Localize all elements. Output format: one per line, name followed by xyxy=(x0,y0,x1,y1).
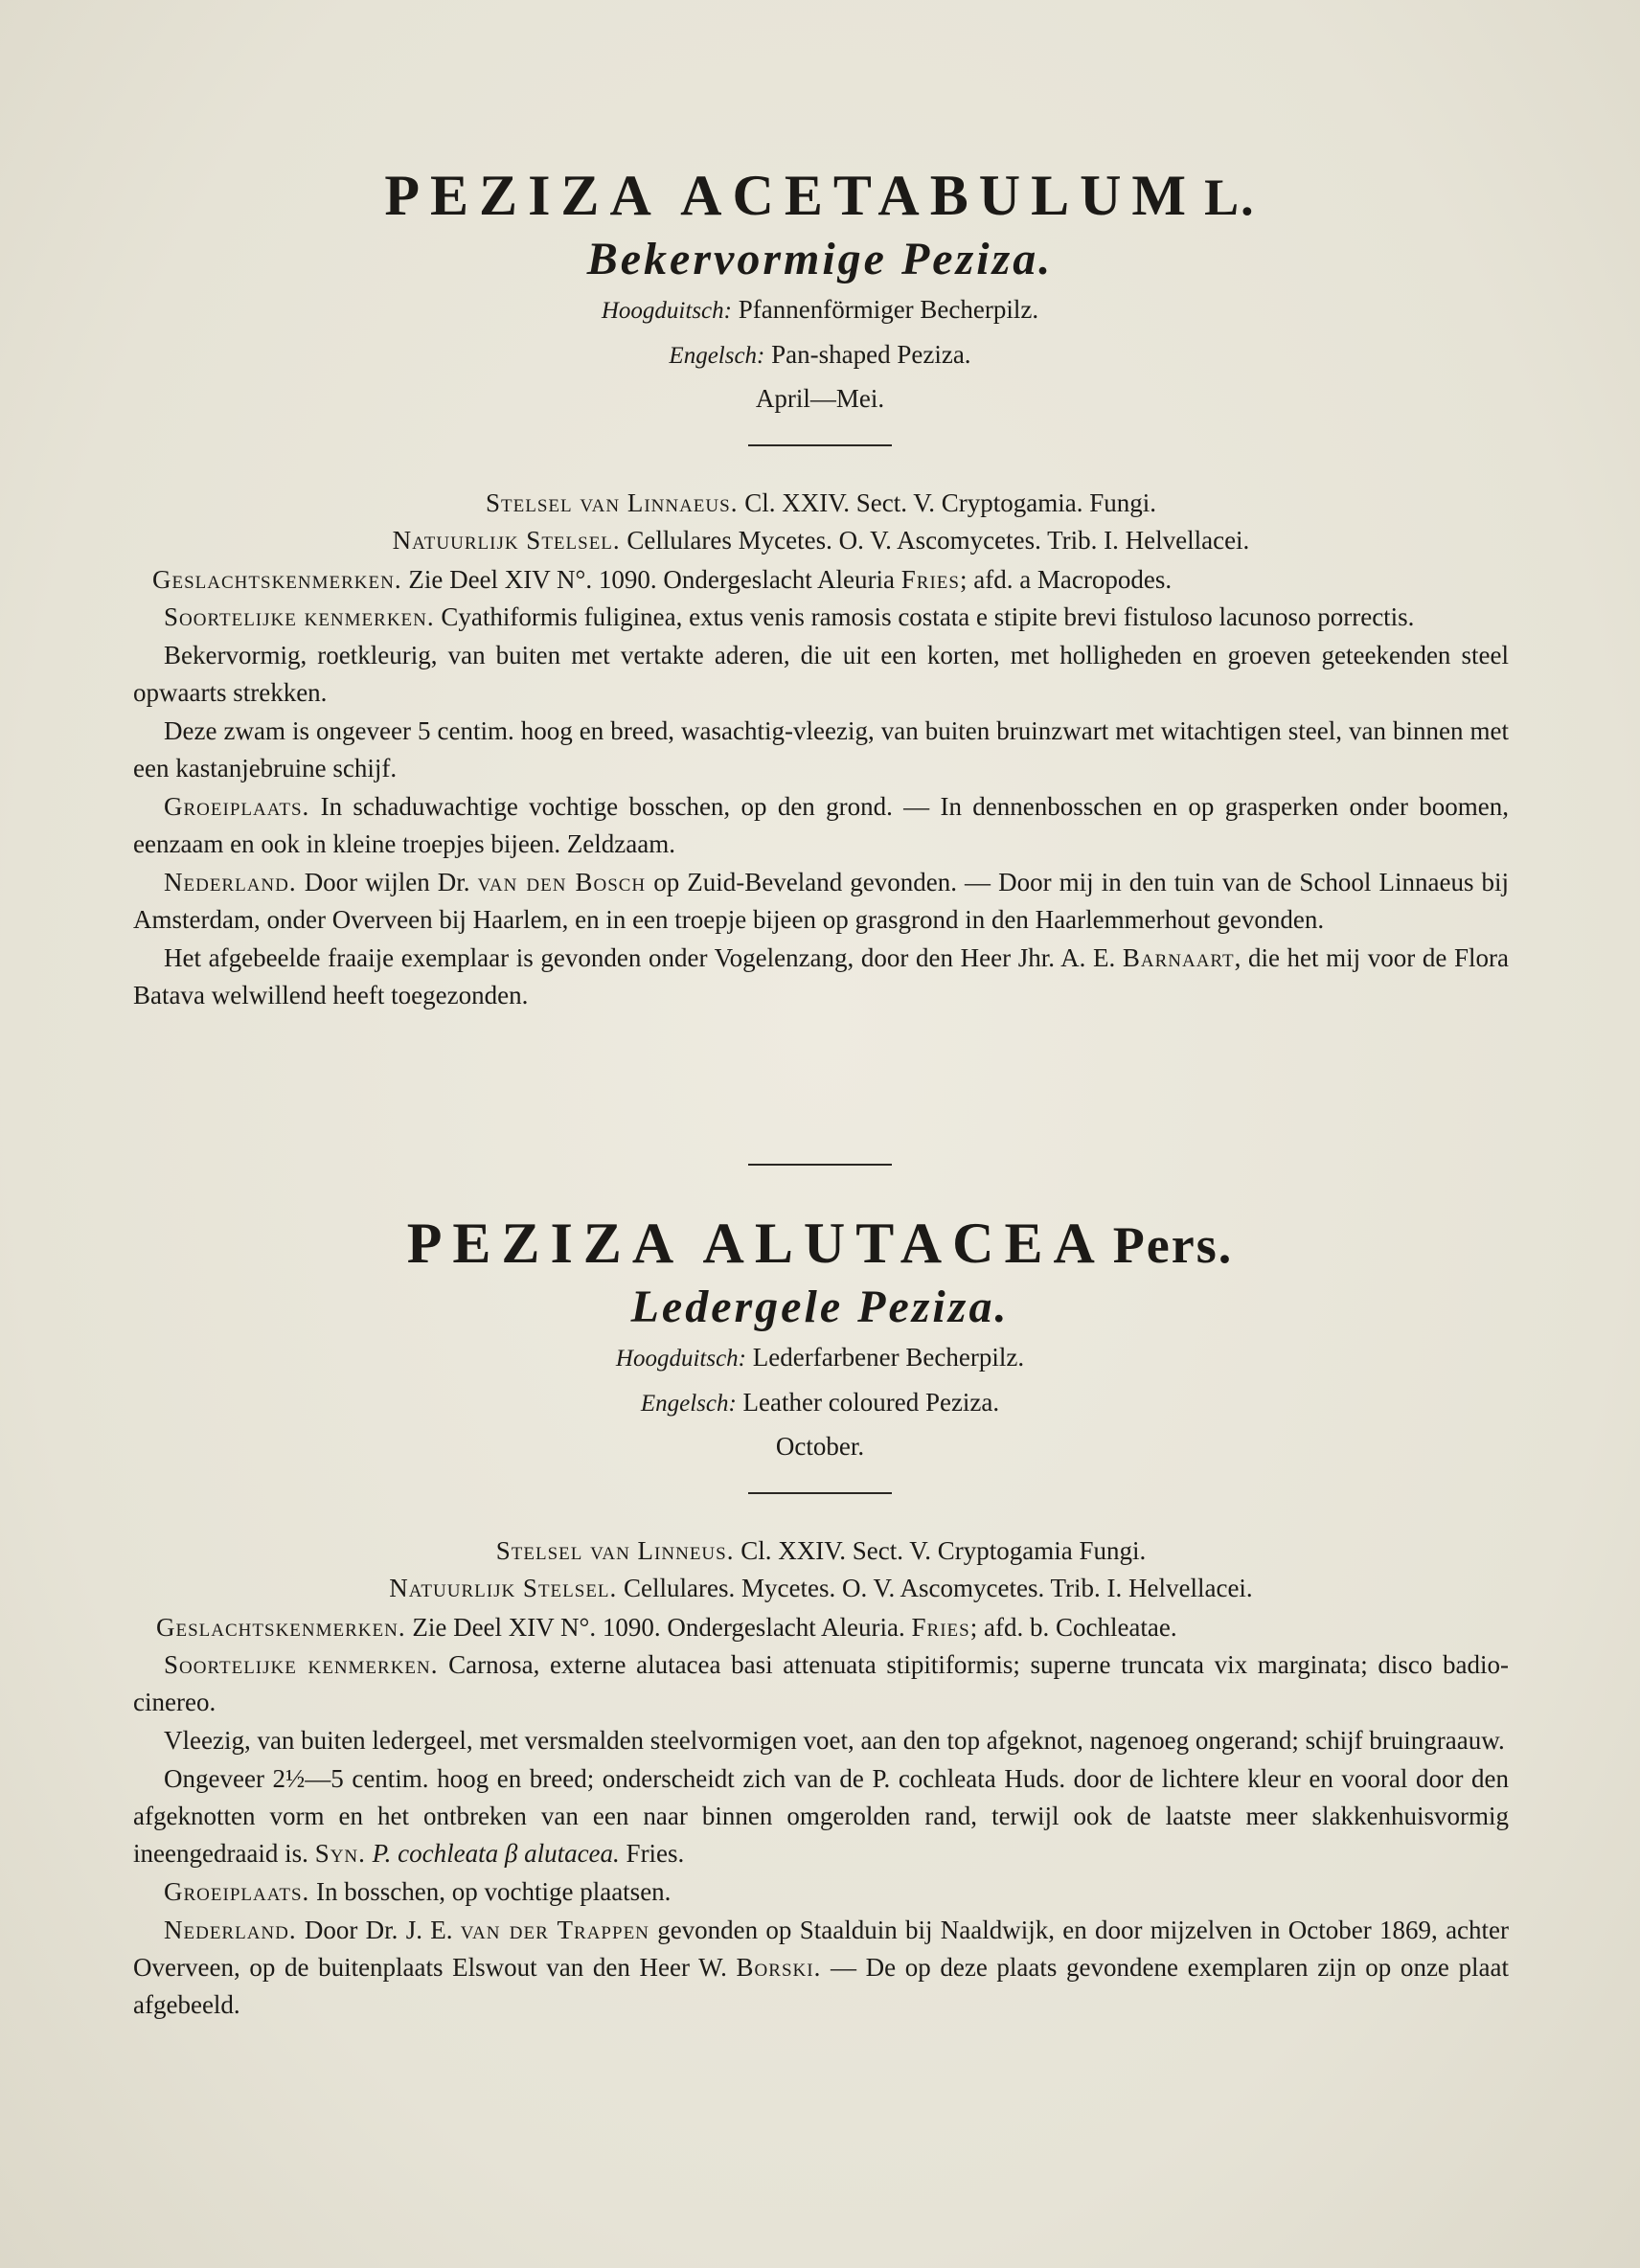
divider-rule xyxy=(748,1492,892,1494)
section-separator xyxy=(748,1164,892,1166)
english-name-line: Engelsch: Pan-shaped Peziza. xyxy=(669,340,971,369)
netherlands-locality: Nederland. Door Dr. J. E. van der Trappen gevonden op Staalduin bij Naaldwijk, en door mijzelven in October 1869, achter Overveen, op de buitenplaats Elswout van den Heer W. Borski. — De op deze plaats gevondene exemplaren zijn op onze plaat afgebeeld. xyxy=(133,1916,1510,2019)
description-1: Vleezig, van buiten ledergeel, met versmalden steelvormigen voet, aan den top afgeknot, nagenoeg ongerand; schijf bruingraauw. xyxy=(164,1726,1505,1755)
natural-system: Natuurlijk Stelsel. Cellulares. Mycetes. O. V. Ascomycetes. Trib. I. Helvellacei. xyxy=(389,1574,1253,1602)
german-name-line: Hoogduitsch: Lederfarbener Becherpilz. xyxy=(615,1343,1025,1372)
linnaeus-system: Stelsel van Linnaeus. Cl. XXIV. Sect. V. Cryptogamia. Fungi. xyxy=(486,488,1156,517)
species-characters: Soortelijke kenmerken. Cyathiformis fuliginea, extus venis ramosis costata e stipite brevi fistuloso lacunoso porrectis. xyxy=(164,602,1415,631)
description-2: Deze zwam is ongeveer 5 centim. hoog en breed, wasachtig-vleezig, van buiten bruinzwart met witachtigen steel, van binnen met een kastanjebruine schijf. xyxy=(133,716,1509,782)
figure-note: Het afgebeelde fraaije exemplaar is gevonden onder Vogelenzang, door den Heer Jhr. A. E. Barnaart, die het mij voor de Flora Batava welwillend heeft toegezonden. xyxy=(133,943,1510,1009)
habitat: Groeiplaats. In schaduwachtige vochtige bosschen, op den grond. — In dennenbosschen en op grasperken onder boomen, eenzaam en ook in kleine troepjes bijeen. Zeldzaam. xyxy=(133,792,1509,858)
habitat: Groeiplaats. In bosschen, op vochtige plaatsen. xyxy=(164,1877,672,1906)
description-1: Bekervormig, roetkleurig, van buiten met vertakte aderen, die uit een korten, met holligheden en groeven geteekenden steel opwaarts strekken. xyxy=(133,641,1509,707)
natural-system: Natuurlijk Stelsel. Cellulares Mycetes. O. V. Ascomycetes. Trib. I. Helvellacei. xyxy=(392,526,1250,555)
german-name-line: Hoogduitsch: Pfannenförmiger Becherpilz. xyxy=(601,295,1039,324)
entry-peziza-acetabulum xyxy=(0,161,1640,1015)
species-title: PEZIZA ALUTACEA Pers. xyxy=(406,1212,1234,1275)
genus-characters: Geslachtskenmerken. Zie Deel XIV N°. 1090. Ondergeslacht Aleuria. Fries; afd. b. Cochleatae. xyxy=(156,1613,1177,1642)
english-name-line: Engelsch: Leather coloured Peziza. xyxy=(640,1388,1000,1417)
season: October. xyxy=(775,1432,865,1461)
species-characters: Soortelijke kenmerken. Carnosa, externe alutacea basi attenuata stipitiformis; superne truncata vix marginata; disco badio-cinereo. xyxy=(133,1650,1509,1716)
divider-rule xyxy=(748,444,892,446)
entry-peziza-alutacea xyxy=(0,1209,1640,2025)
dutch-name: Bekervormige Peziza. xyxy=(586,234,1054,284)
dutch-name: Ledergele Peziza. xyxy=(630,1281,1010,1332)
genus-characters: Geslachtskenmerken. Zie Deel XIV N°. 1090. Ondergeslacht Aleuria Fries; afd. a Macropodes. xyxy=(152,565,1173,594)
species-title: PEZIZA ACETABULUM L. xyxy=(384,164,1256,227)
season: April—Mei. xyxy=(755,384,885,413)
linnaeus-system: Stelsel van Linneus. Cl. XXIV. Sect. V. Cryptogamia Fungi. xyxy=(495,1536,1147,1565)
netherlands-locality: Nederland. Door wijlen Dr. van den Bosch op Zuid-Beveland gevonden. — Door mij in den tuin van de School Linnaeus bij Amsterdam, onder Overveen bij Haarlem, en in een troepje bijeen op grasgrond in den Haarlemmerhout gevonden. xyxy=(133,868,1510,934)
description-2: Ongeveer 2½—5 centim. hoog en breed; onderscheidt zich van de P. cochleata Huds. door de lichtere kleur en vooral door den afgeknotten vorm en het ontbreken van een naar binnen omgerolden rand, terwijl ook de laatste meer slakkenhuisvormig ineengedraaid is. Syn. P. cochleata β alutacea. Fries. xyxy=(133,1764,1509,1868)
